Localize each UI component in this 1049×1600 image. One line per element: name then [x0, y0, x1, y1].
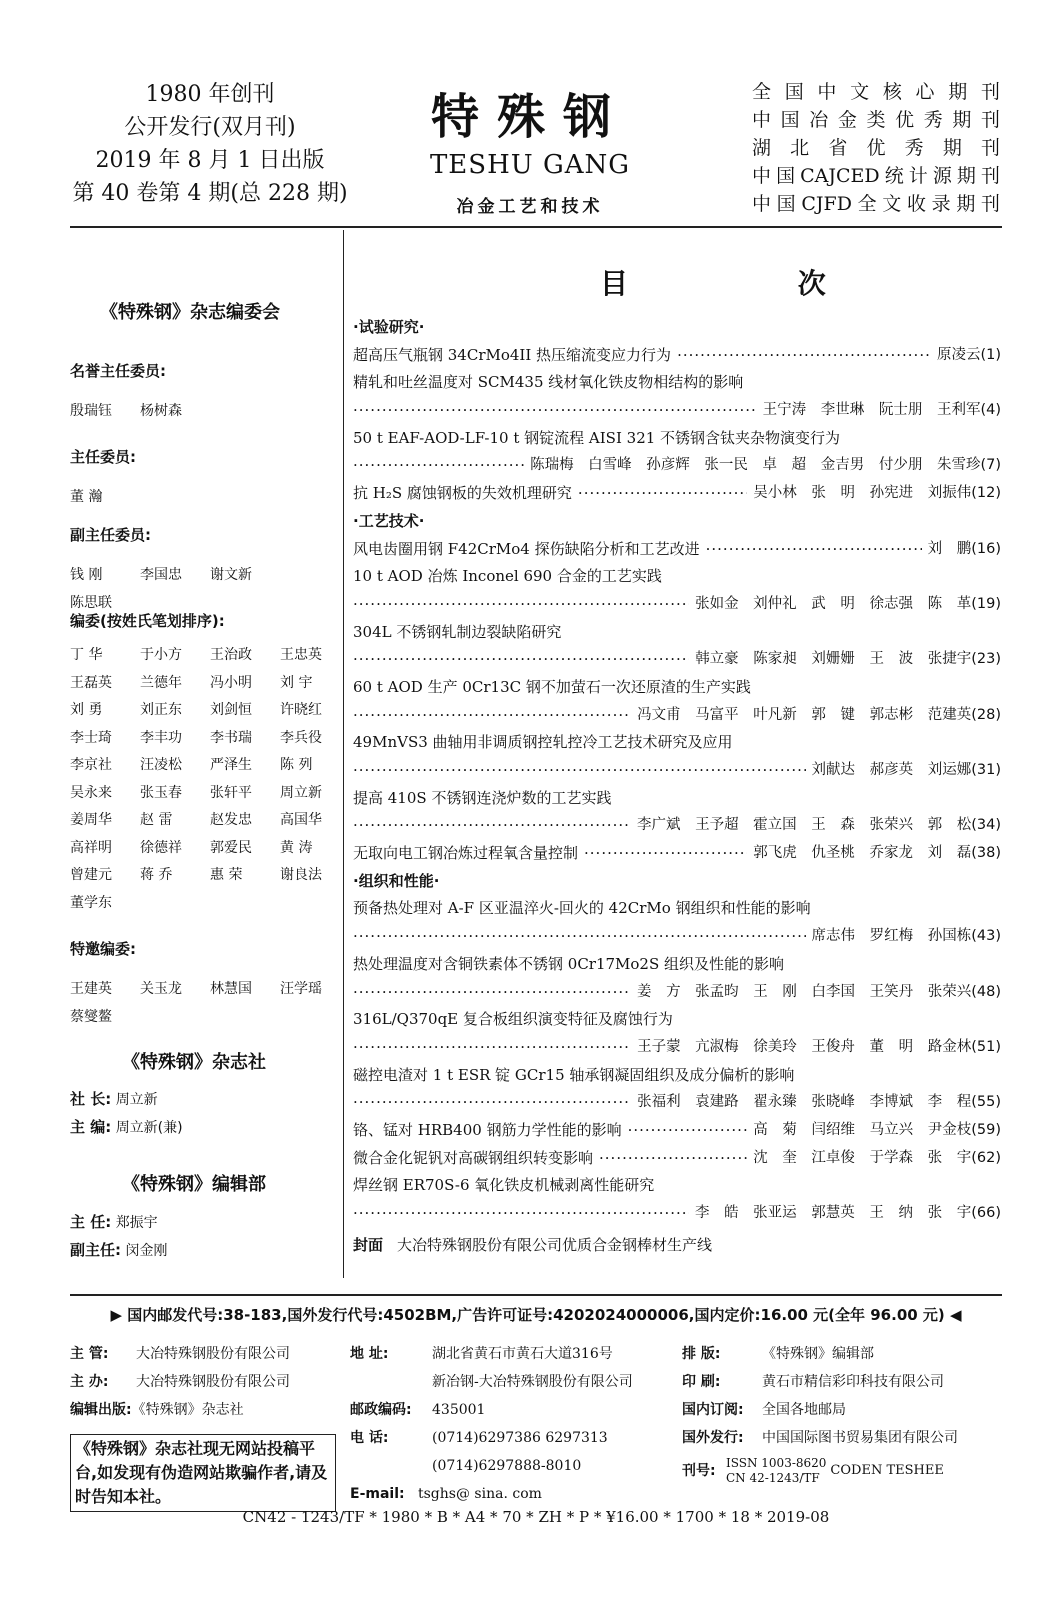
sponsor-label: 主 管:: [70, 1346, 109, 1362]
person-name: 杨树森: [140, 403, 182, 419]
toc-entry[interactable]: [353, 702, 1001, 730]
toc-leader-dots: [578, 480, 747, 508]
person-name: 钱 刚: [70, 567, 103, 583]
toc-entry[interactable]: [353, 729, 1001, 757]
honor-item: 中国CJFD全文收录期刊: [752, 193, 1000, 215]
person-name: 关玉龙: [140, 981, 182, 997]
host-label: 主 办:: [70, 1374, 109, 1390]
toc-entry[interactable]: [353, 979, 1001, 1007]
person-name: 郭爱民: [210, 839, 252, 856]
toc-entry[interactable]: [353, 785, 1001, 813]
person-name: 许晓红: [280, 702, 322, 718]
toc-article-title: 316L/Q370qE 复合板组织演变特征及腐蚀行为: [353, 1010, 673, 1029]
toc-authors-page: 张福利 袁建路 翟永臻 张晓峰 李博斌 李 程(55): [637, 1094, 1001, 1111]
person-name: 兰德年: [140, 674, 182, 691]
toc-entry[interactable]: [353, 619, 1001, 647]
publication-frequency: 公开发行(双月刊): [124, 115, 296, 140]
person-name: 谢良法: [280, 867, 322, 883]
toc-article-title: 60 t AOD 生产 0Cr13C 钢不加萤石一次还原渣的生产实践: [353, 677, 751, 696]
toc-article-title: 预备热处理对 A-F 区亚温淬火-回火的 42CrMo 钢组织和性能的影响: [353, 899, 811, 918]
toc-entry[interactable]: [353, 895, 1001, 923]
header-rule: [70, 226, 1002, 228]
person-name: 赵发忠: [210, 812, 252, 828]
person-name: 徐德祥: [140, 839, 182, 856]
toc-article-title: 超高压气瓶钢 34CrMo4II 热压缩流变应力行为: [353, 345, 672, 364]
contact-info: [350, 1340, 680, 1508]
journal-pinyin: TESHU GANG: [429, 150, 631, 180]
invited-names: [70, 976, 350, 1031]
person-name: 王磊英: [70, 674, 112, 691]
layout: 《特殊钢》编辑部: [762, 1346, 874, 1362]
person-name: 张玉春: [140, 784, 182, 801]
toc-leader-dots: [353, 1089, 631, 1117]
editorial-deputy-name: 闵金刚: [125, 1243, 168, 1259]
address-line-1: 湖北省黄石市黄石大道316号: [432, 1346, 613, 1362]
toc-leader-dots: [353, 397, 757, 425]
toc-authors-page: 陈瑞梅 白雪峰 孙彦辉 张一民 卓 超 金吉男 付少朋 朱雪珍(7): [530, 457, 1001, 474]
person-name: 汪学瑶: [280, 981, 322, 997]
person-name: 高祥明: [70, 839, 112, 856]
person-name: 陈思联: [70, 594, 112, 611]
toc-leader-dots: [353, 812, 631, 840]
person-name: 严泽生: [210, 757, 252, 773]
editor-label: 编辑出版:: [70, 1402, 132, 1418]
honor-item: 中国CAJCED统计源期刊: [752, 165, 1000, 187]
print: 黄石市精信彩印科技有限公司: [762, 1374, 944, 1390]
person-name: 李国忠: [140, 567, 182, 583]
editorial-deputy-label: 副主任:: [70, 1241, 121, 1259]
journal-tagline: 冶金工艺和技术: [456, 197, 604, 217]
president-label: 社 长:: [70, 1090, 112, 1108]
toc-article-title: 微合金化铌钒对高碳钢组织转变影响: [353, 1148, 594, 1167]
toc-authors-page: 冯文甫 马富平 叶凡新 郭 键 郭志彬 范建英(28): [637, 706, 1001, 723]
email[interactable]: tsghs@ sina. com: [418, 1486, 542, 1502]
person-name: 黄 涛: [280, 839, 313, 856]
footer-code: CN42 - 1243/TF * 1980 * B * A4 * 70 * ZH * P * ¥16.00 * 1700 * 18 * 2019-08: [242, 1508, 830, 1526]
honorary-names: [70, 398, 340, 426]
journal-honors: [752, 78, 1000, 218]
postcode-label: 邮政编码:: [350, 1402, 412, 1418]
president-name: 周立新: [115, 1092, 158, 1108]
toc-authors-page: 沈 奎 江卓俊 于学森 张 宇(62): [753, 1149, 1001, 1166]
person-name: 周立新: [280, 784, 322, 801]
toc-leader-dots: [353, 979, 631, 1007]
person-name: 蔡燮鳌: [70, 1008, 112, 1025]
editorial-director-name: 郑振宇: [115, 1215, 158, 1231]
person-name: 刘剑恒: [210, 702, 252, 718]
toc-authors-page: 王宁涛 李世琳 阮士朋 王利军(4): [762, 402, 1001, 419]
person-name: 惠 荣: [210, 867, 243, 883]
toc-section-heading: ·工艺技术·: [353, 511, 425, 530]
honor-item: 湖北省优秀期刊: [752, 137, 1000, 159]
editor: 《特殊钢》杂志社: [131, 1402, 244, 1418]
toc-entry[interactable]: [353, 1117, 1001, 1145]
person-name: 高国华: [280, 812, 322, 828]
toc-entry[interactable]: [353, 563, 1001, 591]
toc-authors-page: 李 皓 张亚运 郭慧英 王 纳 张 宇(66): [694, 1205, 1001, 1221]
sponsor: 大冶特殊钢股份有限公司: [136, 1346, 290, 1362]
toc-entry[interactable]: [353, 1089, 1001, 1117]
toc-entry[interactable]: [353, 397, 1001, 425]
toc-authors-page: 吴小林 张 明 孙宪进 刘振伟(12): [753, 485, 1001, 502]
members-label: 编委(按姓氏笔划排序):: [70, 612, 225, 630]
journal-codes: [682, 1456, 1002, 1486]
publisher-heading: 《特殊钢》杂志社: [122, 1052, 266, 1073]
toc-authors-page: 姜 方 张孟昀 王 刚 白李国 王笑丹 张荣兴(48): [636, 983, 1001, 1000]
toc-entry[interactable]: [353, 757, 1001, 785]
person-name: 曾建元: [70, 867, 112, 883]
toc-authors-page: 刘 鹏(16): [927, 540, 1001, 557]
toc-leader-dots: [353, 591, 689, 619]
overseas: 中国国际图书贸易集团有限公司: [762, 1430, 958, 1446]
overseas-label: 国外发行:: [682, 1430, 744, 1446]
toc-authors-page: 李广斌 王予超 霍立国 王 森 张荣兴 郭 松(34): [636, 817, 1001, 834]
toc-article-title: 无取向电工钢冶炼过程氧含量控制: [353, 844, 579, 863]
toc-article-title: 提高 410S 不锈钢连浇炉数的工艺实践: [353, 788, 612, 807]
invited-label: 特邀编委:: [70, 940, 136, 958]
toc-article-title: 49MnVS3 曲轴用非调质钢控轧控冷工艺技术研究及应用: [353, 733, 733, 752]
toc-entry[interactable]: [353, 1062, 1001, 1090]
issn: ISSN 1003-8620: [726, 1456, 827, 1470]
toc-entry[interactable]: [353, 1034, 1001, 1062]
person-name: 丁 华: [70, 647, 103, 663]
phone-line-1: (0714)6297386 6297313: [432, 1430, 608, 1446]
editorial-director-label: 主 任:: [70, 1213, 112, 1231]
toc-entry[interactable]: [353, 840, 1001, 868]
toc-authors-page: 郭飞虎 仇圣桃 乔家龙 刘 磊(38): [753, 845, 1001, 862]
person-name: 王建英: [70, 981, 112, 997]
person-name: 陈 列: [280, 757, 313, 773]
publisher-chief: [70, 1116, 183, 1137]
committee-heading: 《特殊钢》杂志编委会: [100, 302, 280, 323]
toc-article-title: 风电齿圈用钢 F42CrMo4 探伤缺陷分析和工艺改进: [353, 539, 700, 558]
toc-section-heading: ·试验研究·: [353, 318, 425, 336]
person-name: 李兵役: [280, 729, 322, 746]
person-name: 汪凌松: [140, 757, 182, 773]
layout-label: 排 版:: [682, 1346, 721, 1362]
person-name: 吴永来: [70, 784, 112, 801]
toc-leader-dots: [353, 923, 806, 951]
domestic-label: 国内订阅:: [682, 1402, 744, 1418]
person-name: 林慧国: [210, 981, 252, 997]
publish-date: 2019 年 8 月 1 日出版: [95, 148, 325, 173]
vice-label: 副主任委员:: [70, 526, 151, 544]
email-label: E-mail:: [350, 1486, 405, 1502]
toc-authors-page: 高 菊 闫绍维 马立兴 尹金枝(59): [753, 1121, 1001, 1138]
person-name: 王治政: [210, 647, 252, 663]
honor-item: 全国中文核心期刊: [752, 81, 1000, 103]
person-name: 李士琦: [70, 729, 112, 746]
toc-leader-dots: [677, 342, 931, 370]
toc-authors-page: 刘献达 郝彦英 刘运娜(31): [811, 762, 1001, 778]
toc-entry[interactable]: [353, 342, 1001, 370]
toc-authors-page: 席志伟 罗红梅 孙国栋(43): [811, 928, 1001, 945]
code-stack: [726, 1456, 826, 1486]
publisher-president: [70, 1088, 158, 1109]
toc-entry[interactable]: [353, 536, 1001, 564]
toc-article-title: 焊丝钢 ER70S-6 氧化铁皮机械剥离性能研究: [353, 1176, 655, 1195]
honor-item: 中国冶金类优秀期刊: [752, 109, 1000, 131]
person-name: 董 瀚: [70, 489, 103, 505]
postal-info: ▶ 国内邮发代号:38-183,国外发行代号:4502BM,广告许可证号:4202024000006,国内定价:16.00 元(全年 96.00 元) ◀: [110, 1306, 962, 1324]
founded-year: 1980 年创刊: [145, 82, 275, 107]
cover-text: 大冶特殊钢股份有限公司优质合金钢棒材生产线: [397, 1235, 713, 1254]
toc-title: 目 次: [600, 267, 906, 300]
address-label: 地 址:: [350, 1346, 389, 1362]
toc-article-title: 50 t EAF-AOD-LF-10 t 钢锭流程 AISI 321 不锈钢含钛夹杂物演变行为: [353, 428, 841, 447]
person-name: 于小方: [140, 647, 182, 663]
journal-title: 特殊钢: [430, 89, 629, 145]
toc-article-title: 热处理温度对含铜铁素体不锈钢 0Cr17Mo2S 组织及性能的影响: [353, 954, 785, 973]
toc-entry[interactable]: [353, 591, 1001, 619]
person-name: 冯小明: [210, 674, 252, 691]
toc-leader-dots: [353, 757, 806, 785]
person-name: 李书瑞: [210, 729, 252, 746]
toc-article-title: 磁控电渣对 1 t ESR 锭 GCr15 轴承钢凝固组织及成分偏析的影响: [353, 1065, 795, 1084]
toc-leader-dots: [353, 702, 631, 730]
chief-name: 周立新(兼): [115, 1120, 183, 1136]
person-name: 殷瑞钰: [70, 403, 112, 419]
editorial-heading: 《特殊钢》编辑部: [122, 1174, 266, 1195]
toc-entry[interactable]: [353, 1200, 1001, 1228]
toc-entry[interactable]: [353, 923, 1001, 951]
print-label: 印 刷:: [682, 1374, 721, 1390]
toc-entry[interactable]: [353, 1172, 1001, 1200]
toc-entry[interactable]: [353, 425, 1001, 453]
toc-entry[interactable]: [353, 1006, 1001, 1034]
toc-article-title: 304L 不锈钢轧制边裂缺陷研究: [353, 622, 562, 641]
phone-label: 电 话:: [350, 1430, 389, 1446]
person-name: 李京社: [70, 757, 112, 773]
person-name: 李丰功: [140, 729, 182, 746]
editorial-director: [70, 1211, 158, 1232]
toc-article-title: 铬、锰对 HRB400 钢筋力学性能的影响: [353, 1120, 622, 1139]
editorial-deputy: [70, 1239, 167, 1260]
toc-authors-page: 韩立豪 陈家昶 刘姗姗 王 波 张捷宇(23): [695, 651, 1001, 668]
person-name: 王忠英: [280, 647, 322, 663]
toc-article-title: 10 t AOD 冶炼 Inconel 690 合金的工艺实践: [353, 567, 662, 586]
volume-issue: 第 40 卷第 4 期(总 228 期): [72, 181, 348, 206]
toc-entry[interactable]: [353, 951, 1001, 979]
cover-caption: [353, 1232, 1001, 1260]
toc-entry[interactable]: [353, 674, 1001, 702]
toc-entry[interactable]: [353, 480, 1001, 508]
toc-authors-page: 原凌云(1): [936, 346, 1001, 363]
honorary-label: 名誉主任委员:: [70, 362, 166, 380]
footer-rule: [70, 1294, 1002, 1296]
toc-leader-dots: [353, 1200, 689, 1228]
postcode: 435001: [432, 1402, 486, 1418]
person-name: 蒋 乔: [140, 867, 173, 883]
person-name: 赵 雷: [140, 812, 173, 828]
toc-article-title: 精轧和吐丝温度对 SCM435 线材氧化铁皮物相结构的影响: [353, 373, 744, 392]
host: 大冶特殊钢股份有限公司: [136, 1374, 290, 1390]
toc-leader-dots: [584, 840, 747, 868]
chief-label: 主 编:: [70, 1118, 112, 1136]
director-label: 主任委员:: [70, 448, 136, 466]
person-name: 姜周华: [70, 812, 112, 828]
person-name: 谢文新: [210, 567, 252, 583]
person-name: 刘 勇: [70, 702, 103, 718]
toc-article-title: 抗 H₂S 腐蚀钢板的失效机理研究: [353, 484, 572, 503]
table-of-contents: [353, 314, 1001, 1259]
members-names: [70, 642, 350, 917]
toc-leader-dots: [628, 1117, 748, 1145]
toc-leader-dots: [353, 452, 524, 480]
director-names: [70, 484, 340, 512]
phone-line-2: (0714)6297888-8010: [432, 1458, 582, 1474]
person-name: 董学东: [70, 894, 112, 911]
toc-entry[interactable]: [353, 369, 1001, 397]
person-name: 刘 宇: [280, 674, 313, 691]
toc-entry[interactable]: [353, 812, 1001, 840]
toc-entry[interactable]: [353, 646, 1001, 674]
distribution-info: [682, 1340, 1002, 1486]
notice-box: 《特殊钢》杂志社现无网站投稿平台,如发现有伪造网站欺骗作者,请及时告知本社。: [70, 1434, 336, 1512]
person-name: 刘正东: [140, 702, 182, 718]
organizer-info: [70, 1340, 340, 1424]
toc-leader-dots: [599, 1145, 747, 1173]
domestic: 全国各地邮局: [762, 1402, 846, 1418]
toc-entry[interactable]: [353, 452, 1001, 480]
toc-leader-dots: [353, 1034, 631, 1062]
code-label: 刊号:: [682, 1463, 716, 1479]
person-name: 张轩平: [210, 784, 252, 801]
toc-authors-page: 王子蒙 亢淑梅 徐美玲 王俊舟 董 明 路金林(51): [637, 1038, 1001, 1055]
cover-label: 封面: [353, 1235, 384, 1254]
issue-info: [70, 78, 350, 210]
toc-authors-page: 张如金 刘仲礼 武 明 徐志强 陈 革(19): [695, 595, 1001, 612]
cn-code: CN 42-1243/TF: [726, 1471, 820, 1485]
toc-leader-dots: [706, 536, 922, 564]
toc-section-heading: ·组织和性能·: [353, 871, 440, 890]
toc-leader-dots: [353, 646, 689, 674]
toc-entry[interactable]: [353, 1145, 1001, 1173]
vice-names: [70, 562, 340, 617]
coden: CODEN TESHEE: [830, 1463, 944, 1478]
address-line-2: 新冶钢-大冶特殊钢股份有限公司: [432, 1374, 633, 1390]
